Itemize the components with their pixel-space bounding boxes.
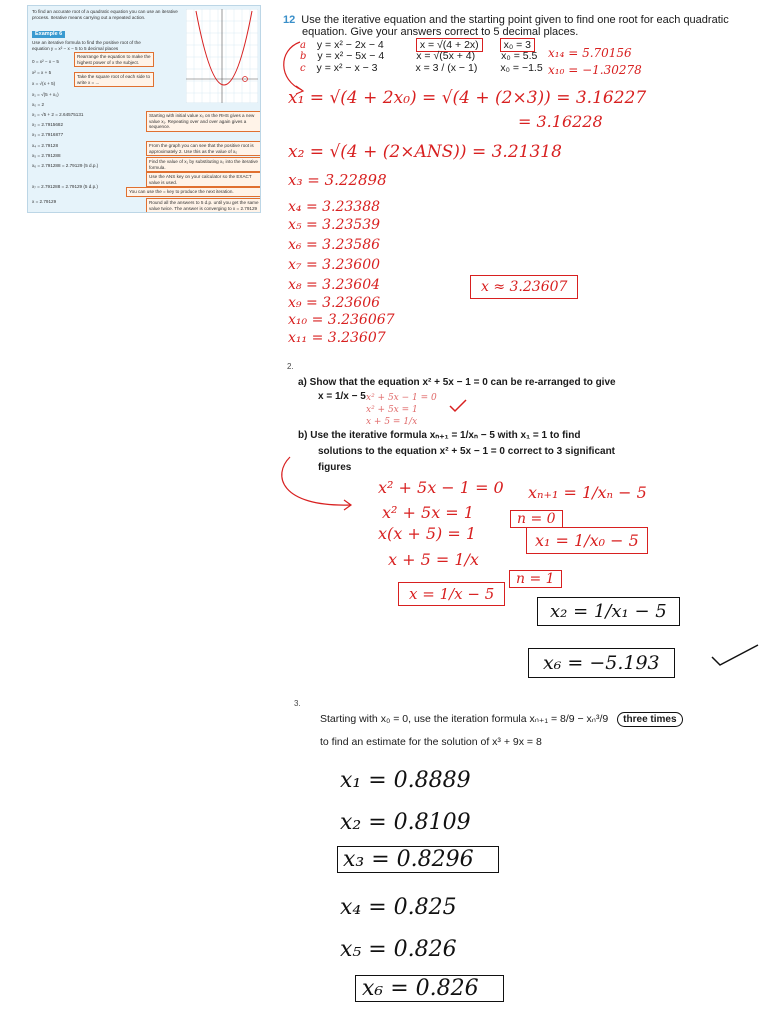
iteration-line: x₁ = 0.8889 <box>340 768 471 793</box>
working-line: x² + 5x − 1 = 0 <box>378 478 504 497</box>
part-a-text-2: x = 1/x − 5 <box>318 391 366 402</box>
note-box: From the graph you can see that the positive root is approximately 2. Use this as the value of x₀ <box>146 141 261 156</box>
question-3-text-1: Starting with x₀ = 0, use the iteration formula xₙ₊₁ = 8/9 − xₙ³/9 <box>320 713 609 725</box>
question-number: 12 <box>283 14 296 26</box>
iteration-line: x₈ = 3.23604 <box>288 277 381 293</box>
equation-row-b <box>300 50 537 62</box>
part-b-text-3: figures <box>318 462 352 473</box>
work-line: x₄ = 2.79128 <box>32 143 59 148</box>
example-task: Use an iterative formula to find the positive root of the equation y = x² − x − 5 to 5 decimal places <box>32 40 141 51</box>
question-3-text <box>320 712 683 727</box>
working-line: n = 0 <box>510 510 563 528</box>
starting-point: x₀ = 3 <box>500 38 535 52</box>
question-2-number: 2. <box>287 362 294 371</box>
working-line: = 3.16228 <box>518 112 603 131</box>
question-prompt-line-2: equation. Give your answers correct to 5 decimal places. <box>302 26 579 38</box>
starting-point: x₀ = −1.5 <box>500 62 543 74</box>
side-note: x₁₀ = −1.30278 <box>548 63 642 77</box>
iterative-formula: x = 3 / (x − 1) <box>415 62 478 74</box>
part-a-text: a) Show that the equation x² + 5x − 1 = 0 can be re-arranged to give <box>298 377 616 388</box>
part-b-text-2: solutions to the equation x² + 5x − 1 = 0 correct to 3 significant <box>318 446 616 457</box>
note-box: Rearrange the equation to make the highest power of x the subject. <box>74 52 154 67</box>
work-line: x₅ = 2.791288 <box>32 153 61 158</box>
work-line: x₁ = √(5 + x₀) <box>32 92 59 97</box>
iteration-line: x₉ = 3.23606 <box>288 295 381 311</box>
parabola-graph <box>186 9 258 103</box>
question-12-heading <box>283 14 729 26</box>
work-line: x₀ = 2 <box>32 102 44 107</box>
faint-working: x² + 5x − 1 = 0 x² + 5x = 1 x + 5 = 1/x <box>366 393 437 428</box>
question-prompt: Use the iterative equation and the starting point given to find one root for each quadratic <box>301 14 729 26</box>
equation-row-c <box>300 62 543 74</box>
working-line: xₙ₊₁ = 1/xₙ − 5 <box>528 483 647 502</box>
note-box: Find the value of x₁ by substituting x₀ into the iterative formula. <box>146 157 261 172</box>
working-line: x + 5 = 1/x <box>388 550 479 569</box>
iteration-line: x₂ = 0.8109 <box>340 810 471 835</box>
row-label: c <box>300 63 306 74</box>
iteration-line: x₆ = 0.826 <box>355 975 504 1002</box>
work-line: x = √(x + 5) <box>32 81 56 86</box>
working-line: x² + 5x = 1 <box>382 503 474 522</box>
note-box: Take the square root of each side to write x = ... <box>74 72 154 87</box>
iteration-line: x₄ = 0.825 <box>340 895 457 920</box>
iteration-line: x₅ = 3.23539 <box>288 217 381 233</box>
quadratic-equation: y = x² − 2x − 4 <box>316 39 384 51</box>
iteration-line: x₇ = 3.23600 <box>288 257 381 273</box>
textbook-example-image <box>27 5 261 213</box>
working-line: x₂ = 1/x₁ − 5 <box>537 597 680 626</box>
row-label: b <box>300 51 307 62</box>
arrow-annotation <box>270 455 360 525</box>
iteration-line: x₃ = 0.8296 <box>337 846 499 873</box>
question-3-number: 3. <box>294 699 301 708</box>
working-line: x₁ = 1/x₀ − 5 <box>526 527 648 554</box>
work-line: x₇ = 2.791288 = 2.79129 (5 d.p.) <box>32 184 98 189</box>
working-line: x₁ = √(4 + 2x₀) = √(4 + (2×3)) = 3.16227 <box>288 88 647 108</box>
iteration-line: x₁₀ = 3.236067 <box>288 312 395 328</box>
working-line: x₂ = √(4 + (2×ANS)) = 3.21318 <box>288 142 562 162</box>
note-box: Starting with initial value x₀ on the RHS gives a new value x₁. Repeating over and over again gives a sequence. <box>146 111 261 132</box>
starting-point: x₀ = 5.5 <box>501 50 538 62</box>
work-line: x² = x + 5 <box>32 70 52 75</box>
part-b-text: b) Use the iterative formula xₙ₊₁ = 1/xₙ − 5 with x₁ = 1 to find <box>298 430 581 441</box>
boxed-answer: x ≈ 3.23607 <box>470 275 578 299</box>
checkmark-icon <box>448 398 468 414</box>
iterative-formula: x = √(4 + 2x) <box>416 38 483 52</box>
work-line: x = 2.79129 <box>32 199 57 204</box>
quadratic-equation: y = x² − x − 3 <box>316 62 378 74</box>
side-note: x₁₄ = 5.70156 <box>548 46 632 60</box>
work-line: 0 = x² − x − 5 <box>32 59 59 64</box>
work-line: x₃ = 2.7916877 <box>32 132 64 137</box>
quadratic-equation: y = x² − 5x − 4 <box>317 50 385 62</box>
work-line: x₆ = 2.791288 = 2.79129 (5 d.p.) <box>32 163 99 168</box>
question-3-text-2: to find an estimate for the solution of x³ + 9x = 8 <box>320 736 542 748</box>
iterative-formula: x = √(5x + 4) <box>416 50 476 62</box>
checkmark-icon <box>710 643 760 669</box>
work-line: x₁ = √5 + 2 = 2.64575131 <box>32 112 84 117</box>
note-box: Round all the answers to 5 d.p. until you get the same value twice. The answer is converging to x = 2.79129 <box>146 198 261 213</box>
three-times-circle: three times <box>617 712 682 727</box>
iteration-line: x₃ = 3.22898 <box>288 171 387 189</box>
boxed-answer: x₆ = −5.193 <box>528 648 675 678</box>
iteration-line: x₅ = 0.826 <box>340 937 457 962</box>
iteration-line: x₆ = 3.23586 <box>288 237 381 253</box>
working-line: n = 1 <box>509 570 562 588</box>
work-line: x₂ = 2.7915682 <box>32 122 64 127</box>
iteration-line: x₁₁ = 3.23607 <box>288 330 386 346</box>
note-box: You can use the = key to produce the next iteration. <box>126 187 261 197</box>
note-box: Use the ANS key on your calculator so the EXACT value is used. <box>146 172 261 187</box>
working-line: x(x + 5) = 1 <box>378 524 477 543</box>
example-label: Example 6 <box>32 31 65 38</box>
row-label: a <box>300 40 306 51</box>
intro-text: To find an accurate root of a quadratic equation you can use an iterative process. Iterative means carrying out a repeated action. <box>32 9 178 20</box>
boxed-answer: x = 1/x − 5 <box>398 582 505 606</box>
iteration-line: x₄ = 3.23388 <box>288 199 381 215</box>
